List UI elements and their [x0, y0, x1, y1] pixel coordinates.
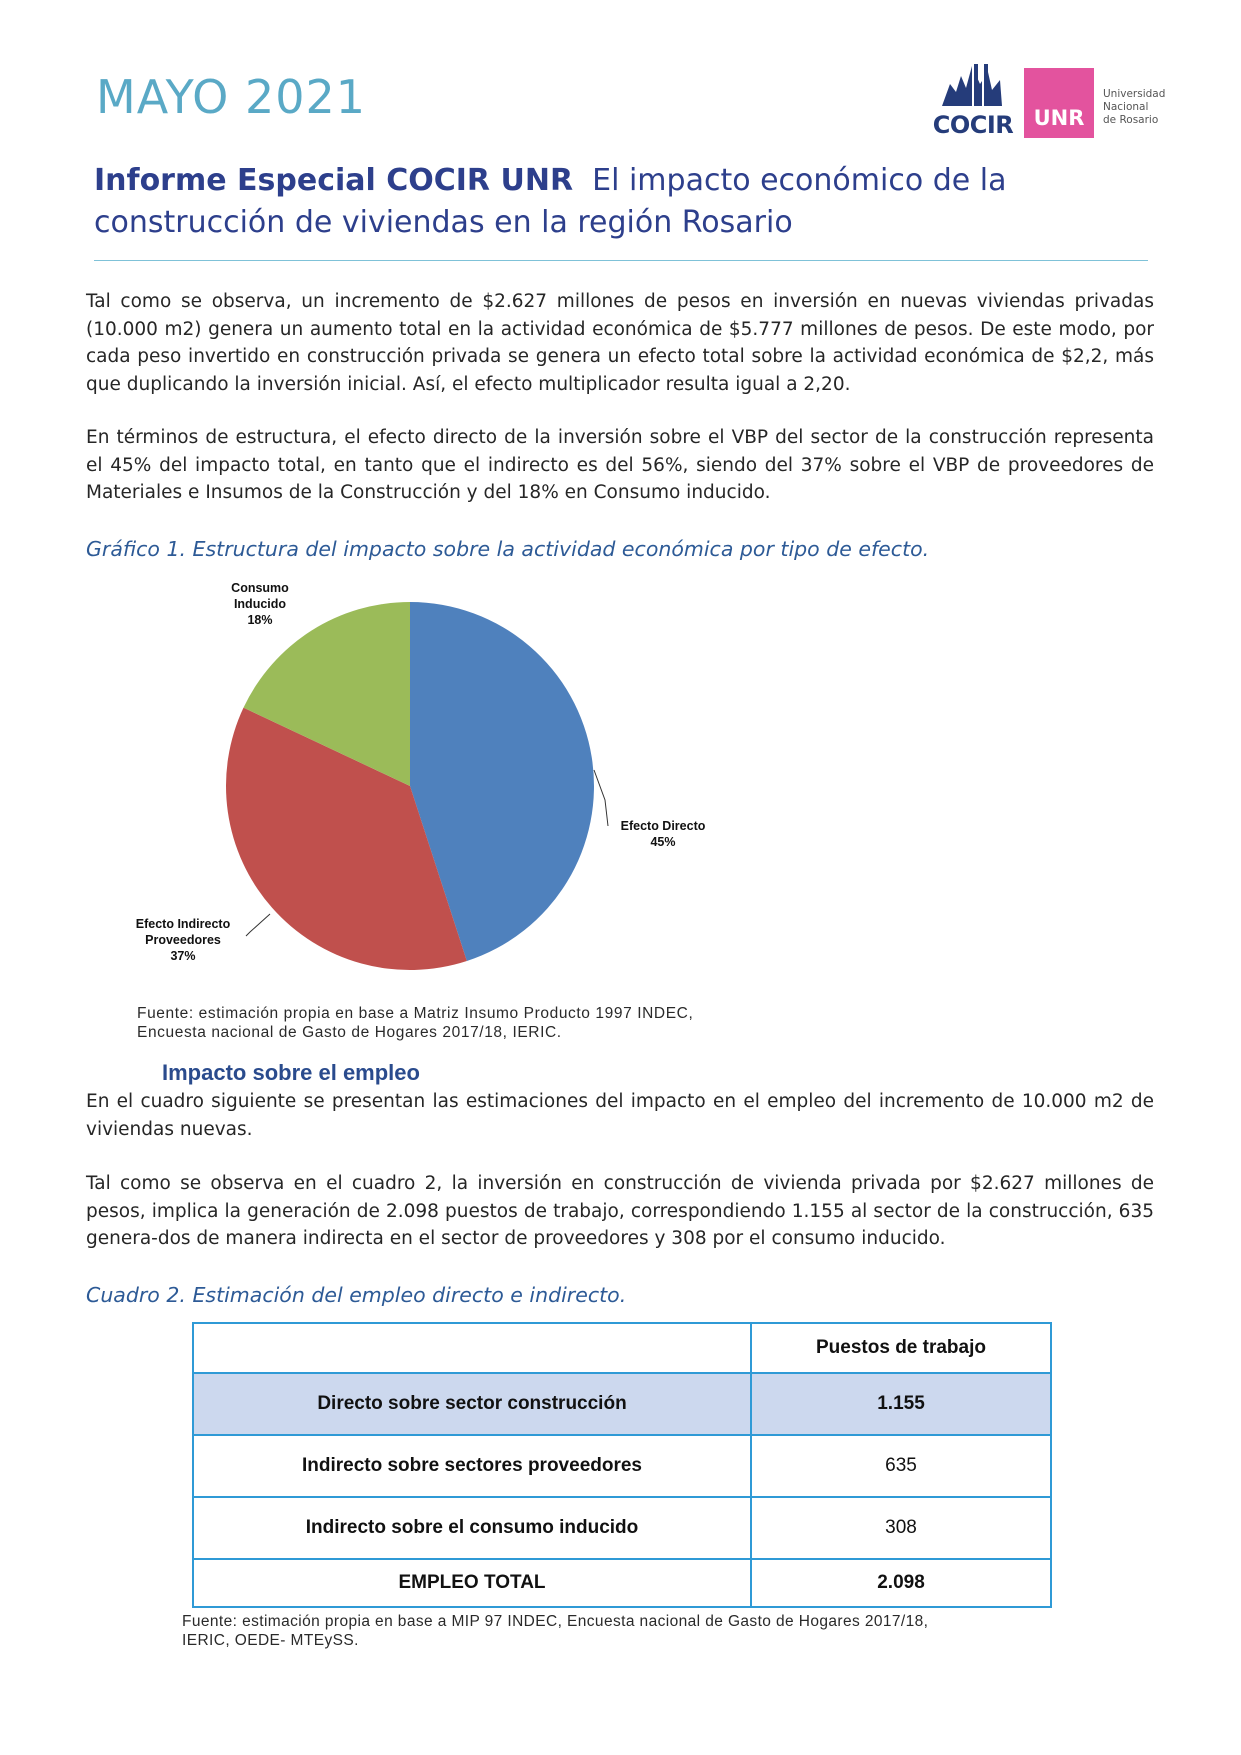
unr-logo-text: UNR [1033, 106, 1085, 130]
report-title-rest: El impacto económico de la construcción de viviendas en la región Rosario [94, 163, 1007, 240]
unr-name-line: de Rosario [1103, 114, 1159, 126]
cocir-logo-text: COCIR [932, 111, 1014, 139]
unr-logo [1024, 68, 1094, 138]
pie-label-line: 18% [247, 613, 273, 627]
table-source-line: IERIC, OEDE- MTEySS. [182, 1632, 359, 1649]
table-row-value: 308 [751, 1497, 1051, 1559]
paragraph-3: En el cuadro siguiente se presentan las estimaciones del impacto en el empleo del incremento de 10.000 m2 de viviendas nuevas. [86, 1091, 1154, 1140]
pie-label-line: Efecto Directo [620, 819, 706, 833]
chart-caption: Gráfico 1. Estructura del impacto sobre la actividad económica por tipo de efecto. [86, 537, 930, 561]
table-total-row [193, 1559, 1051, 1607]
pie-label-consumo-inducido [218, 580, 302, 628]
cocir-emblem-icon [928, 62, 1016, 112]
table-source [182, 1612, 928, 1650]
unr-name-line: Universidad [1103, 88, 1166, 100]
leader-line-efecto-indirecto [246, 914, 270, 936]
cocir-logo [928, 62, 1016, 140]
pie-label-line: Efecto Indirecto [135, 917, 231, 931]
report-title [94, 160, 1144, 244]
table-source-line: Fuente: estimación propia en base a MIP 97 INDEC, Encuesta nacional de Gasto de Hogares 2017/18, [182, 1613, 929, 1630]
employment-table [192, 1322, 1052, 1608]
chart-source-line: Encuesta nacional de Gasto de Hogares 2017/18, IERIC. [137, 1024, 562, 1041]
table-header-cell: Puestos de trabajo [751, 1323, 1051, 1373]
table-header-row [193, 1323, 1051, 1373]
chart-source [137, 1004, 693, 1042]
paragraph-2: En términos de estructura, el efecto directo de la inversión sobre el VBP del sector de la construcción representa el 45% del impacto total, en tanto que el indirecto es del 56%, siendo del 37% sobre el VBP de proveedores de Materiales e Insumos de la Construcción y del 18% en Consumo inducido. [86, 427, 1154, 503]
pie-label-line: Consumo [231, 581, 289, 595]
paragraph-4: Tal como se observa en el cuadro 2, la inversión en construcción de vivienda privada por $2.627 millones de pesos, implica la generación de 2.098 puestos de trabajo, correspondiendo 1.155 al sector de la construcción, 635 genera-dos de manera indirecta en el sector de proveedores y 308 por el consumo inducido. [86, 1173, 1154, 1249]
unr-name [1103, 88, 1173, 127]
table-row-value: 635 [751, 1435, 1051, 1497]
paragraph-1: Tal como se observa, un incremento de $2.627 millones de pesos en inversión en nuevas viviendas privadas (10.000 m2) genera un aumento total en la actividad económica de $5.777 millones de pesos. De este modo, por cada peso invertido en construcción privada se genera un efecto total sobre la actividad económica de $2,2, más que duplicando la inversión inicial. Así, el efecto multiplicador resulta igual a 2,20. [86, 291, 1154, 395]
logos [928, 62, 1168, 142]
table-row-label: EMPLEO TOTAL [193, 1559, 751, 1607]
employment-heading: Impacto sobre el empleo [162, 1060, 420, 1085]
table-caption: Cuadro 2. Estimación del empleo directo e indirecto. [86, 1283, 627, 1307]
pie-label-line: Proveedores [145, 933, 221, 947]
pie-chart [120, 570, 740, 990]
pie-label-line: 37% [170, 949, 196, 963]
table-row-label: Directo sobre sector construcción [193, 1373, 751, 1435]
leader-line-efecto-directo [594, 770, 608, 826]
report-month: MAYO 2021 [96, 70, 367, 124]
chart-source-line: Fuente: estimación propia en base a Matriz Insumo Producto 1997 INDEC, [137, 1005, 694, 1022]
table-row-label: Indirecto sobre el consumo inducido [193, 1497, 751, 1559]
table-row [193, 1497, 1051, 1559]
pie-label-line: 45% [650, 835, 676, 849]
table-header-cell [193, 1323, 751, 1373]
pie-label-line: Inducido [233, 597, 287, 611]
report-title-bold: Informe Especial COCIR UNR [94, 163, 574, 198]
table-row-value: 2.098 [751, 1559, 1051, 1607]
table-row-label: Indirecto sobre sectores proveedores [193, 1435, 751, 1497]
table-row [193, 1435, 1051, 1497]
table-row [193, 1373, 1051, 1435]
title-divider [94, 260, 1148, 261]
unr-name-line: Nacional [1103, 101, 1149, 113]
pie-label-efecto-indirecto [120, 916, 246, 964]
pie-label-efecto-directo [608, 818, 718, 850]
table-row-value: 1.155 [751, 1373, 1051, 1435]
